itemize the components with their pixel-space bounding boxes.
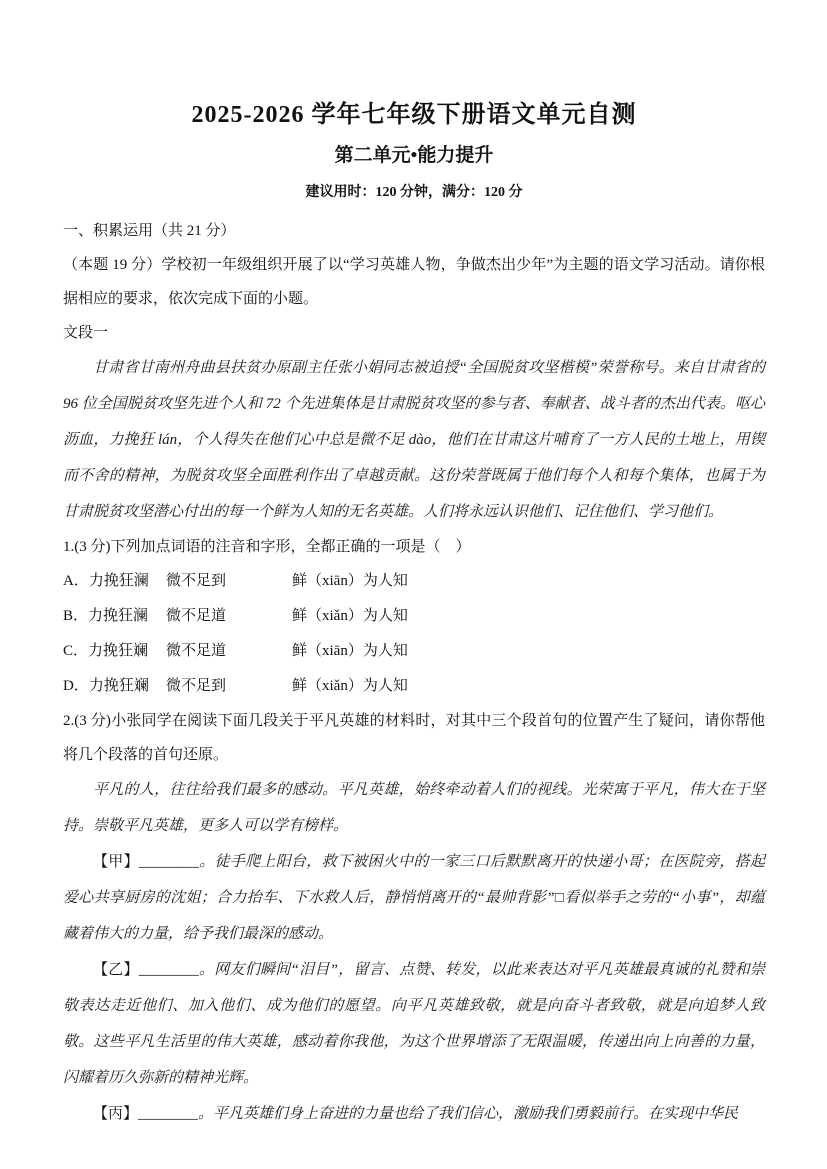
paragraph-bing-text: 。平凡英雄们身上奋进的力量也给了我们信心，激励我们勇毅前行。在实现中华民 xyxy=(198,1105,739,1122)
passage-one-text: 甘肃省甘南州舟曲县扶贫办原副主任张小娟同志被追授“全国脱贫攻坚楷模”荣誉称号。来自甘肃省的 96 位全国脱贫攻坚先进个人和 72 个先进集体是甘肃脱贫攻坚的参与者、奉献者、战斗者的杰出代表。呕心沥血，力挽狂 lán，个人得失在他们心中总是微不足 dào，他们在甘肃这片哺育了一方人民的土地上，用锲而不舍的精神，为脱贫攻坚全面胜利作出了卓越贡献。这份荣誉既属于他们每个人和每个集体，也属于为甘肃脱贫攻坚潜心付出的每一个鲜为人知的无名英雄。人们将永远认识他们、记住他们、学习他们。 xyxy=(63,359,765,520)
paragraph-jia-text: 。徒手爬上阳台，救下被困火中的一家三口后默默离开的快递小哥；在医院旁，搭起爱心共享厨房的沈姐；合力抬车、下水救人后，静悄悄离开的“最帅背影”□看似举手之劳的“小事”，却蕴藏着伟大的力量，给予我们最深的感动。 xyxy=(63,853,765,942)
question-1-option-c xyxy=(63,634,765,669)
question-1-option-a xyxy=(63,564,765,599)
option-d-word-3: 鲜（xiǎn）为人知 xyxy=(292,677,408,694)
question-2-material-intro: 平凡的人，往往给我们最多的感动。平凡英雄，始终牵动着人们的视线。光荣寓于平凡，伟大在于坚持。崇敬平凡英雄，更多人可以学有榜样。 xyxy=(63,781,765,834)
paragraph-bing-label: 【丙】 xyxy=(93,1105,139,1122)
paragraph-jia xyxy=(63,844,765,952)
question-2-stem: 2.(3 分)小张同学在阅读下面几段关于平凡英雄的材料时，对其中三个段首句的位置产生了疑问，请你帮他将几个段落的首句还原。 xyxy=(63,712,765,763)
option-b-word-3: 鲜（xiǎn）为人知 xyxy=(292,607,408,624)
option-d-word-1: D．力挽狂斓 xyxy=(63,677,149,694)
option-c-word-2: 微不足道 xyxy=(166,642,227,659)
question-1-option-b xyxy=(63,599,765,634)
option-b-word-2: 微不足道 xyxy=(166,607,227,624)
paragraph-yi-label: 【乙】 xyxy=(93,961,139,978)
option-b-word-1: B．力挽狂澜 xyxy=(63,607,149,624)
document-subtitle: 第二单元•能力提升 xyxy=(334,145,494,166)
paragraph-yi xyxy=(63,952,765,1096)
passage-one-label: 文段一 xyxy=(63,324,109,341)
option-a-word-2: 微不足到 xyxy=(166,572,227,589)
option-a-word-1: A．力挽狂澜 xyxy=(63,572,149,589)
section-one-heading: 一、积累运用（共 21 分） xyxy=(63,222,236,239)
paragraph-bing-blank: ________ xyxy=(138,1105,199,1122)
option-d-word-2: 微不足到 xyxy=(166,677,227,694)
paragraph-yi-blank: ________ xyxy=(138,961,199,978)
option-c-word-3: 鲜（xiān）为人知 xyxy=(292,642,408,659)
paragraph-bing xyxy=(63,1096,765,1132)
option-a-word-3: 鲜（xiān）为人知 xyxy=(292,572,408,589)
option-c-word-1: C．力挽狂斓 xyxy=(63,642,149,659)
question-1-stem: 1.(3 分)下列加点词语的注音和字形，全都正确的一项是（ ） xyxy=(63,538,471,555)
document-title: 2025-2026 学年七年级下册语文单元自测 xyxy=(191,102,637,128)
paragraph-yi-text: 。网友们瞬间“泪目”，留言、点赞、转发，以此来表达对平凡英雄最真诚的礼赞和崇敬表达走近他们、加入他们、成为他们的愿望。向平凡英雄致敬，就是向奋斗者致敬，就是向追梦人致敬。这些平凡生活里的伟大英雄，感动着你我他，为这个世界增添了无限温暖，传递出向上向善的力量，闪耀着历久弥新的精神光辉。 xyxy=(63,961,765,1086)
paragraph-jia-label: 【甲】 xyxy=(93,853,139,870)
section-one-intro: （本题 19 分）学校初一年级组织开展了以“学习英雄人物，争做杰出少年”为主题的语文学习活动。请你根据相应的要求，依次完成下面的小题。 xyxy=(63,256,765,307)
paragraph-jia-blank: ________ xyxy=(138,853,199,870)
question-1-option-d xyxy=(63,669,765,704)
exam-time-score-meta: 建议用时：120 分钟，满分：120 分 xyxy=(305,184,523,200)
